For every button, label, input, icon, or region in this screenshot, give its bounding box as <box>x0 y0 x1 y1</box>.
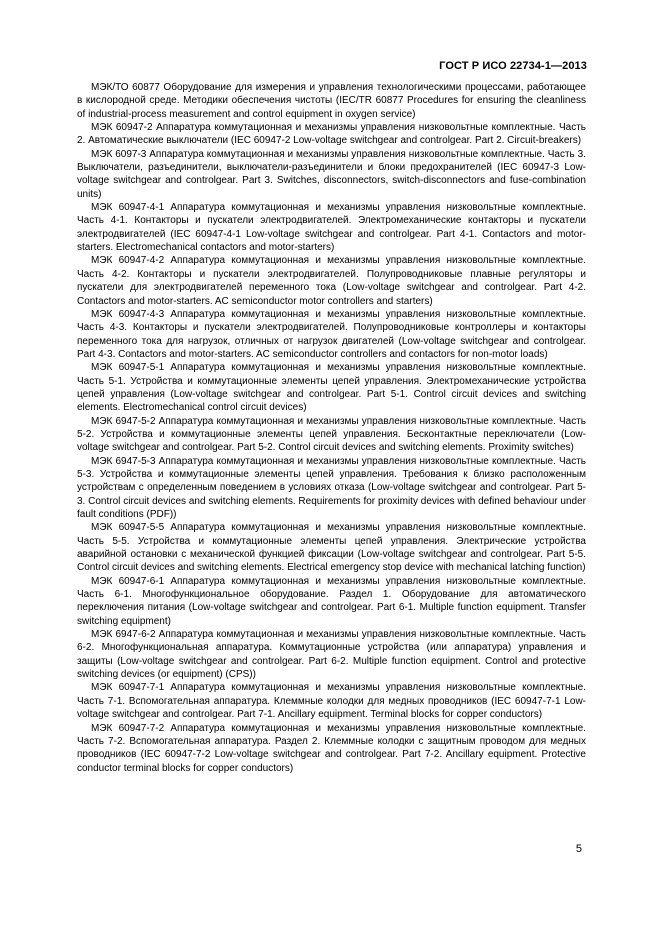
reference-entry: МЭК 60947-7-2 Аппаратура коммутационная и механизмы управления низковольтные комплектные. Часть 7-2. Вспомогательная аппаратура. Раздел 2. Клеммные колодки с защитным проводом для медных проводников (IEC 60947-7-2 Low-voltage switchgear and controlgear. Part 7-2. Ancillary equipment. Protective conductor terminal blocks for copper conductors) <box>77 722 586 774</box>
document-header: ГОСТ Р ИСО 22734-1—2013 <box>439 60 587 72</box>
reference-entry: МЭК 60947-4-1 Аппаратура коммутационная и механизмы управления низковольтные комплектные. Часть 4-1. Контакторы и пускатели электродвигателей. Электромеханические контакторы и пускатели электродвигателей (IEC 60947-4-1 Low-voltage switchgear and controlgear. Part 4-1. Contactors and motor-starters. Electromechanical contactors and motor-starters) <box>77 202 586 254</box>
reference-entry: МЭК/ТО 60877 Оборудование для измерения и управления технологическими процессами, работающее в кислородной среде. Методики обеспечения чистоты (IEC/TR 60877 Procedures for ensuring the cleanliness of industrial-process measurement and control equipment in oxygen service) <box>77 82 586 120</box>
references-list <box>77 81 586 775</box>
reference-entry: МЭК 60947-2 Аппаратура коммутационная и механизмы управления низковольтные комплектные. Часть 2. Автоматические выключатели (IEC 60947-2 Low-voltage switchgear and controlgear. Part 2. Circuit-breakers) <box>77 122 586 147</box>
reference-entry: МЭК 60947-6-1 Аппаратура коммутационная и механизмы управления низковольтные комплектные. Часть 6-1. Многофункциональное оборудование. Раздел 1. Оборудование для автоматического переключения питания (Low-voltage switchgear and controlgear. Part 6-1. Multiple function equipment. Transfer switching equipment) <box>77 575 586 627</box>
reference-entry: МЭК 60947-4-2 Аппаратура коммутационная и механизмы управления низковольтные комплектные. Часть 4-2. Контакторы и пускатели электродвигателей. Полупроводниковые плавные регуляторы и пускатели для электродвигателей переменного тока (Low-voltage switchgear and controlgear. Part 4-2. Contactors and motor-starters. AC semiconductor motor controllers and starters) <box>77 255 586 307</box>
page-number: 5 <box>575 843 582 855</box>
reference-entry: МЭК 6947-5-3 Аппаратура коммутационная и механизмы управления низковольтные комплектные. Часть 5-3. Устройства и коммутационные элементы цепей управления. Требования к близко расположенным устройствам с определенным поведением в условиях отказа (Low-voltage switchgear and controlgear. Part 5-3. Control circuit devices and switching elements. Requirements for proximity devices with defined behaviour under fault conditions (PDF)) <box>77 455 586 520</box>
reference-entry: МЭК 60947-4-3 Аппаратура коммутационная и механизмы управления низковольтные комплектные. Часть 4-3. Контакторы и пускатели электродвигателей. Полупроводниковые контроллеры и контакторы переменного тока для нагрузок, отличных от нагрузок двигателей (Low-voltage switchgear and controlgear. Part 4-3. Contactors and motor-starters. AC semiconductor controllers and contactors for non-motor loads) <box>77 308 586 360</box>
reference-entry: МЭК 60947-7-1 Аппаратура коммутационная и механизмы управления низковольтные комплектные. Часть 7-1. Вспомогательная аппаратура. Клеммные колодки для медных проводников (IEC 60947-7-1 Low-voltage switchgear and controlgear. Part 7-1. Ancillary equipment. Terminal blocks for copper conductors) <box>77 682 586 721</box>
reference-entry: МЭК 6097-3 Аппаратура коммутационная и механизмы управления низковольтные комплектные. Часть 3. Выключатели, разъединители, выключатели-разъединители и блоки предохранителей (IEC 60947-3 Low-voltage switchgear and controlgear. Part 3. Switches, disconnectors, switch-disconnectors and fuse-combination units) <box>77 148 586 200</box>
reference-entry: МЭК 6947-5-2 Аппаратура коммутационная и механизмы управления низковольтные комплектные. Часть 5-2. Устройства и коммутационные элементы цепей управления. Бесконтактные переключатели (Low-voltage switchgear and controlgear. Part 5-2. Control circuit devices and switching elements. Proximity switches) <box>77 415 586 454</box>
reference-entry: МЭК 60947-5-5 Аппаратура коммутационная и механизмы управления низковольтные комплектные. Часть 5-5. Устройства и коммутационные элементы цепей управления. Электрические устройства аварийной остановки с механической функцией фиксации (Low-voltage switchgear and controlgear. Part 5-5. Control circuit devices and switching elements. Electrical emergency stop device with mechanical latching function) <box>77 522 586 574</box>
reference-entry: МЭК 60947-5-1 Аппаратура коммутационная и механизмы управления низковольтные комплектные. Часть 5-1. Устройства и коммутационные элементы цепей управления. Электромеханические устройства цепей управления (Low-voltage switchgear and controlgear. Part 5-1. Control circuit devices and switching elements. Electromechanical control circuit devices) <box>77 362 586 414</box>
reference-entry: МЭК 6947-6-2 Аппаратура коммутационная и механизмы управления низковольтные комплектные. Часть 6-2. Многофункциональная аппаратура. Коммутационные устройства (или аппаратура) управления и защиты (Low-voltage switchgear and controlgear. Part 6-2. Multiple function equipment. Control and protective switching devices (or equipment) (CPS)) <box>77 629 586 681</box>
